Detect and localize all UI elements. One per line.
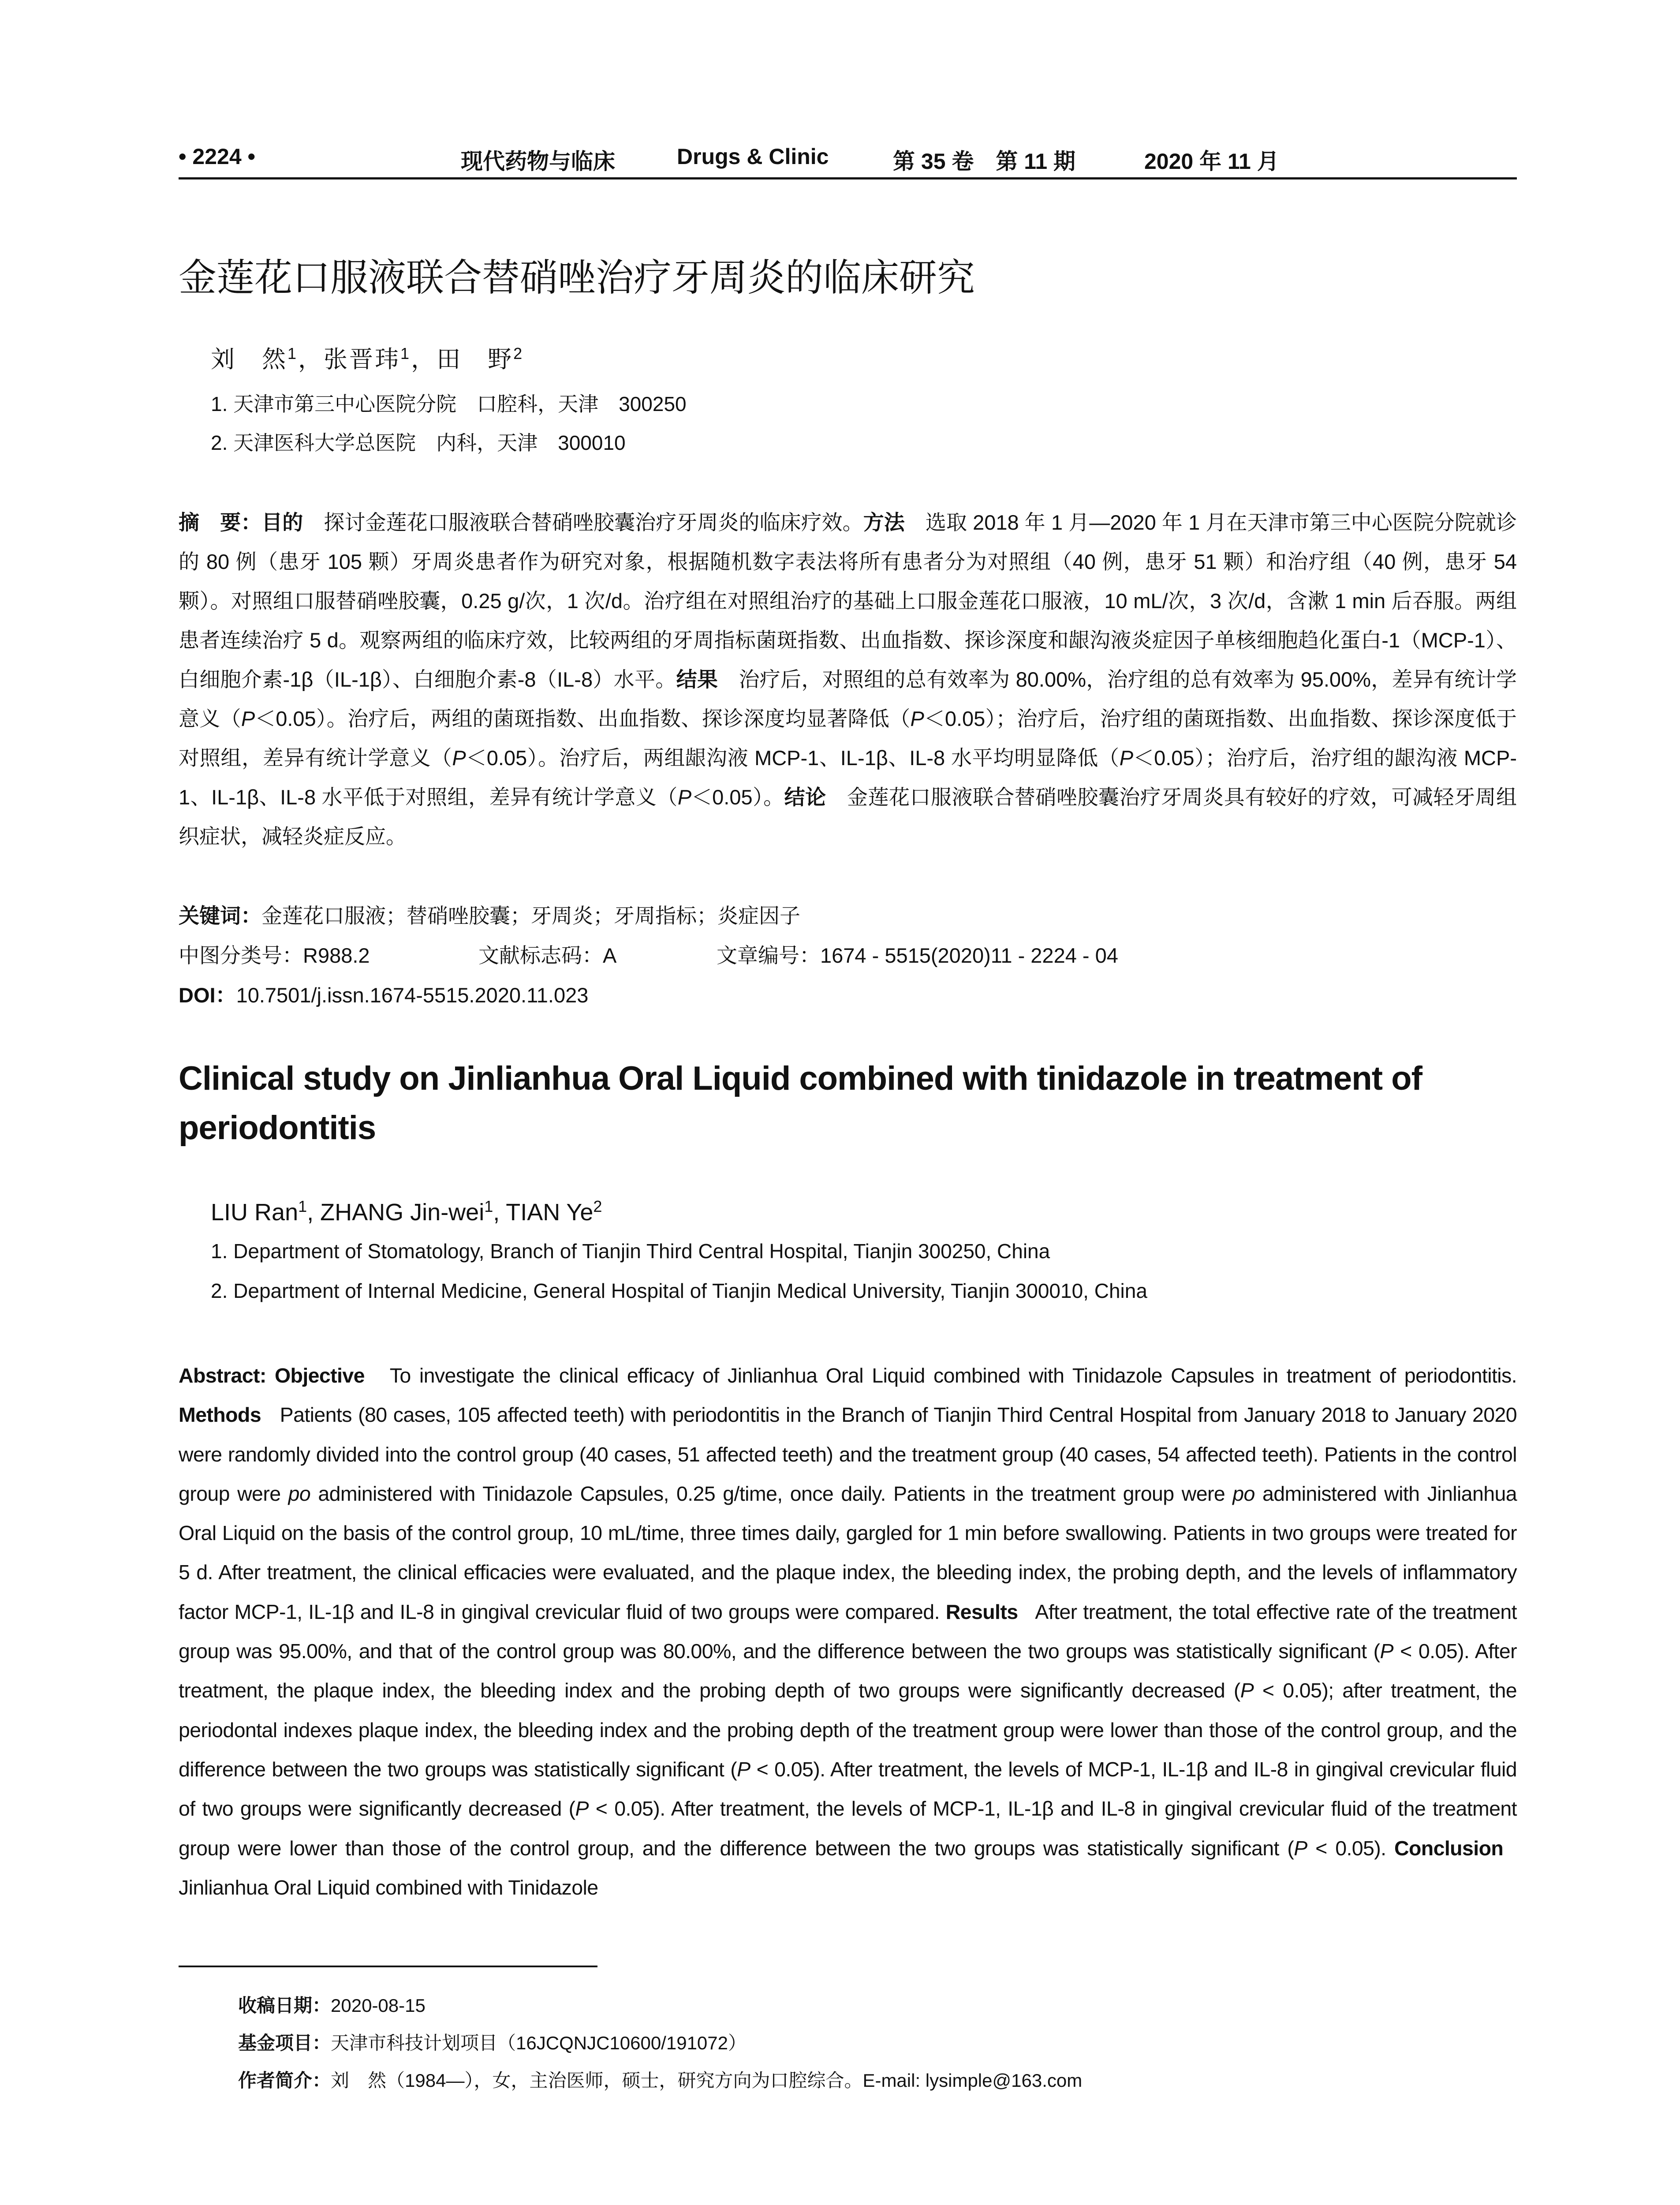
affiliation-cn: 1. 天津市第三中心医院分院 口腔科，天津 300250: [211, 392, 687, 415]
article-title-cn: 金莲花口服液联合替硝唑治疗牙周炎的临床研究: [179, 256, 975, 300]
results-text: After treatment, the total effective rate of the treatment group was 95.00%, and that of the control group was 80.00%, and the difference between the two groups was statistically significant (: [179, 1600, 1517, 1663]
received-date: 2020-08-15: [331, 1995, 426, 2016]
methods-text: administered with Tinidazole Capsules, 0.25 g/time, once daily. Patients in the treatment group were: [318, 1482, 1225, 1505]
author-affiliation-mark: 1: [298, 1197, 307, 1215]
keywords-label: 关键词：: [179, 904, 261, 927]
methods-text: administered with Jinlianhua Oral Liquid on the basis of the control group, 10 mL/time, three times daily, gargled for 1 min before swallowing. Patients in two groups were treated for 5 d. After treatment, the clinical efficacies were evaluated, and the plaque index, the bleeding index, the probing depth, and the levels of inflammatory factor MCP-1, IL-1β and IL-8 in gingival crevicular fluid of two groups were compared.: [179, 1482, 1517, 1623]
journal-name-cn: 现代药物与临床: [461, 148, 615, 174]
received-label: 收稿日期：: [238, 1995, 331, 2016]
doi-link[interactable]: 10.7501/j.issn.1674-5515.2020.11.023: [236, 983, 589, 1007]
route-po: po: [1232, 1482, 1255, 1505]
objective-label: 目的: [261, 511, 303, 534]
results-text: < 0.05).: [1307, 1836, 1386, 1860]
author-name: LIU Ran: [211, 1199, 299, 1226]
author-list-en: LIU Ran$^1$, ZHANG Jin-wei$^1$, TIAN Ye$^2$: [211, 1197, 602, 1226]
results-text: ＜0.05）；治疗后，治疗组的龈沟液 MCP-1、IL-1β、IL-8 水平低于对照组，差异有统计学意义（: [179, 746, 1517, 809]
p-value-symbol: P: [1240, 1679, 1254, 1702]
author-affiliation-mark: 2: [513, 344, 524, 363]
p-value-symbol: P: [910, 707, 924, 730]
results-text: ＜0.05）。治疗后，两组龈沟液 MCP-1、IL-1β、IL-8 水平均明显降低（: [466, 746, 1120, 770]
affiliation-en: 2. Department of Internal Medicine, General Hospital of Tianjin Medical University, Tianjin 300010, China: [211, 1279, 1147, 1302]
keywords: [179, 900, 800, 929]
p-value-symbol: P: [241, 707, 255, 730]
results-text: ＜0.05）。治疗后，两组的菌斑指数、出血指数、探诊深度均显著降低（: [255, 707, 911, 730]
p-value-symbol: P: [677, 785, 692, 809]
header-divider: [179, 177, 1517, 179]
author-name: TIAN Ye: [506, 1199, 594, 1226]
results-text: ＜0.05）；治疗后，治疗组的菌斑指数、出血指数、探诊深度低于对照组，差异有统计学意义（: [179, 707, 1517, 770]
route-po: po: [288, 1482, 311, 1505]
issue-date: 2020 年 11 月: [1144, 149, 1279, 174]
p-value-symbol: P: [1119, 746, 1134, 770]
p-value-symbol: P: [1380, 1640, 1393, 1663]
affiliation-cn: 2. 天津医科大学总医院 内科，天津 300010: [211, 431, 626, 454]
footnote-received: [238, 1991, 426, 2018]
results-text: < 0.05). After treatment, the levels of MCP-1, IL-1β and IL-8 in gingival crevicular fluid of two groups were significantly decreased (: [179, 1757, 1517, 1820]
document-code: 文献标志码：A: [478, 944, 617, 967]
methods-label: 方法: [863, 511, 905, 534]
author-bio-label: 作者简介：: [238, 2070, 331, 2091]
author-bio-text: 刘 然（1984—），女，主治医师，硕士，研究方向为口腔综合。E-mail: lysimple@163.com: [331, 2070, 1083, 2091]
article-number: 文章编号：1674 - 5515(2020)11 - 2224 - 04: [717, 944, 1118, 967]
author-affiliation-mark: 1: [287, 344, 299, 363]
results-text: ＜0.05）。: [691, 785, 784, 809]
affiliation-en: 1. Department of Stomatology, Branch of Tianjin Third Central Hospital, Tianjin 300250, China: [211, 1240, 1050, 1263]
p-value-symbol: P: [737, 1757, 750, 1781]
author-affiliation-mark: 2: [593, 1197, 602, 1215]
objective-label: Objective: [274, 1364, 365, 1387]
abstract-cn: [179, 503, 1517, 856]
results-text: < 0.05); after treatment, the periodontal indexes plaque index, the bleeding index and the probing depth of the treatment group were lower than those of the control group, and the difference between the two groups was statistically significant (: [179, 1679, 1517, 1781]
conclusion-text: Jinlianhua Oral Liquid combined with Tinidazole: [179, 1876, 598, 1899]
clc-number: 中图分类号：R988.2: [179, 944, 370, 967]
article-title-en: Clinical study on Jinlianhua Oral Liquid combined with tinidazole in treatment of periodontitis: [179, 1060, 1422, 1147]
author-name: 刘 然: [211, 345, 287, 373]
keywords-text: 金莲花口服液；替硝唑胶囊；牙周炎；牙周指标；炎症因子: [261, 904, 800, 927]
p-value-symbol: P: [1294, 1836, 1307, 1860]
abstract-label: Abstract:: [179, 1364, 266, 1387]
abstract-label: 摘 要：: [179, 511, 262, 534]
fund-label: 基金项目：: [238, 2033, 331, 2053]
results-label: Results: [945, 1600, 1018, 1623]
results-text: < 0.05). After treatment, the plaque index, the bleeding index and the probing depth of two groups were significantly decreased (: [179, 1640, 1517, 1702]
p-value-symbol: P: [452, 746, 466, 770]
page-number: • 2224 •: [179, 144, 256, 169]
footnote-fund: [238, 2029, 747, 2055]
results-label: 结果: [676, 668, 718, 691]
journal-name-en: Drugs & Clinic: [677, 144, 829, 169]
methods-text: Patients (80 cases, 105 affected teeth) with periodontitis in the Branch of Tianjin Third Central Hospital from January 2018 to January 2020 were randomly divided into the control group (40 cases, 51 affected teeth) and the treatment group (40 cases, 54 affected teeth). Patients in the control group were: [179, 1403, 1517, 1505]
doi-line: [179, 979, 588, 1009]
conclusion-text: 金莲花口服液联合替硝唑胶囊治疗牙周炎具有较好的疗效，可减轻牙周组织症状，减轻炎症反应。: [179, 785, 1517, 848]
fund-text: 天津市科技计划项目（16JCQNJC10600/191072）: [331, 2033, 747, 2053]
conclusion-label: Conclusion: [1394, 1836, 1504, 1860]
author-affiliation-mark: 1: [484, 1197, 493, 1215]
methods-text: 选取 2018 年 1 月—2020 年 1 月在天津市第三中心医院分院就诊的 80 例（患牙 105 颗）牙周炎患者作为研究对象，根据随机数字表法将所有患者分为对照组（40 例，患牙 51 颗）和治疗组（40 例，患牙 54 颗）。对照组口服替硝唑胶囊，0.25 g/次，1 次/d。治疗组在对照组治疗的基础上口服金莲花口服液，10 mL/次，3 次/d，含漱 1 min 后吞服。两组患者连续治疗 5 d。观察两组的临床疗效，比较两组的牙周指标菌斑指数、出血指数、探诊深度和龈沟液炎症因子单核细胞趋化蛋白-1（MCP-1）、白细胞介素-1β（IL-1β）、白细胞介素-8（IL-8）水平。: [179, 511, 1517, 691]
running-header: [179, 138, 1517, 176]
doi-label: DOI：: [179, 983, 236, 1007]
footnote-divider: [179, 1966, 597, 1967]
author-name: 张晋玮: [324, 345, 401, 373]
footnote-author: [238, 2066, 1082, 2093]
p-value-symbol: P: [575, 1797, 589, 1820]
author-name: 田 野: [437, 345, 514, 373]
author-list-cn: 刘 然$^1$，张晋玮$^1$，田 野$^2$: [211, 344, 524, 373]
results-text: 治疗后，对照组的总有效率为 80.00%，治疗组的总有效率为 95.00%，差异有统计学意义（: [179, 668, 1517, 730]
methods-label: Methods: [179, 1403, 261, 1427]
author-affiliation-mark: 1: [400, 344, 411, 363]
conclusion-label: 结论: [784, 785, 826, 809]
results-text: < 0.05). After treatment, the levels of MCP-1, IL-1β and IL-8 in gingival crevicular fluid of the treatment group were lower than those of the control group, and the difference between the two groups was statistically significant (: [179, 1797, 1517, 1860]
objective-text: To investigate the clinical efficacy of Jinlianhua Oral Liquid combined with Tinidazole Capsules in treatment of periodontitis.: [389, 1364, 1517, 1387]
abstract-en: [179, 1356, 1517, 1907]
volume-issue: 第 35 卷 第 11 期: [893, 149, 1076, 174]
objective-text: 探讨金莲花口服液联合替硝唑胶囊治疗牙周炎的临床疗效。: [324, 511, 863, 534]
author-name: ZHANG Jin-wei: [320, 1199, 485, 1226]
